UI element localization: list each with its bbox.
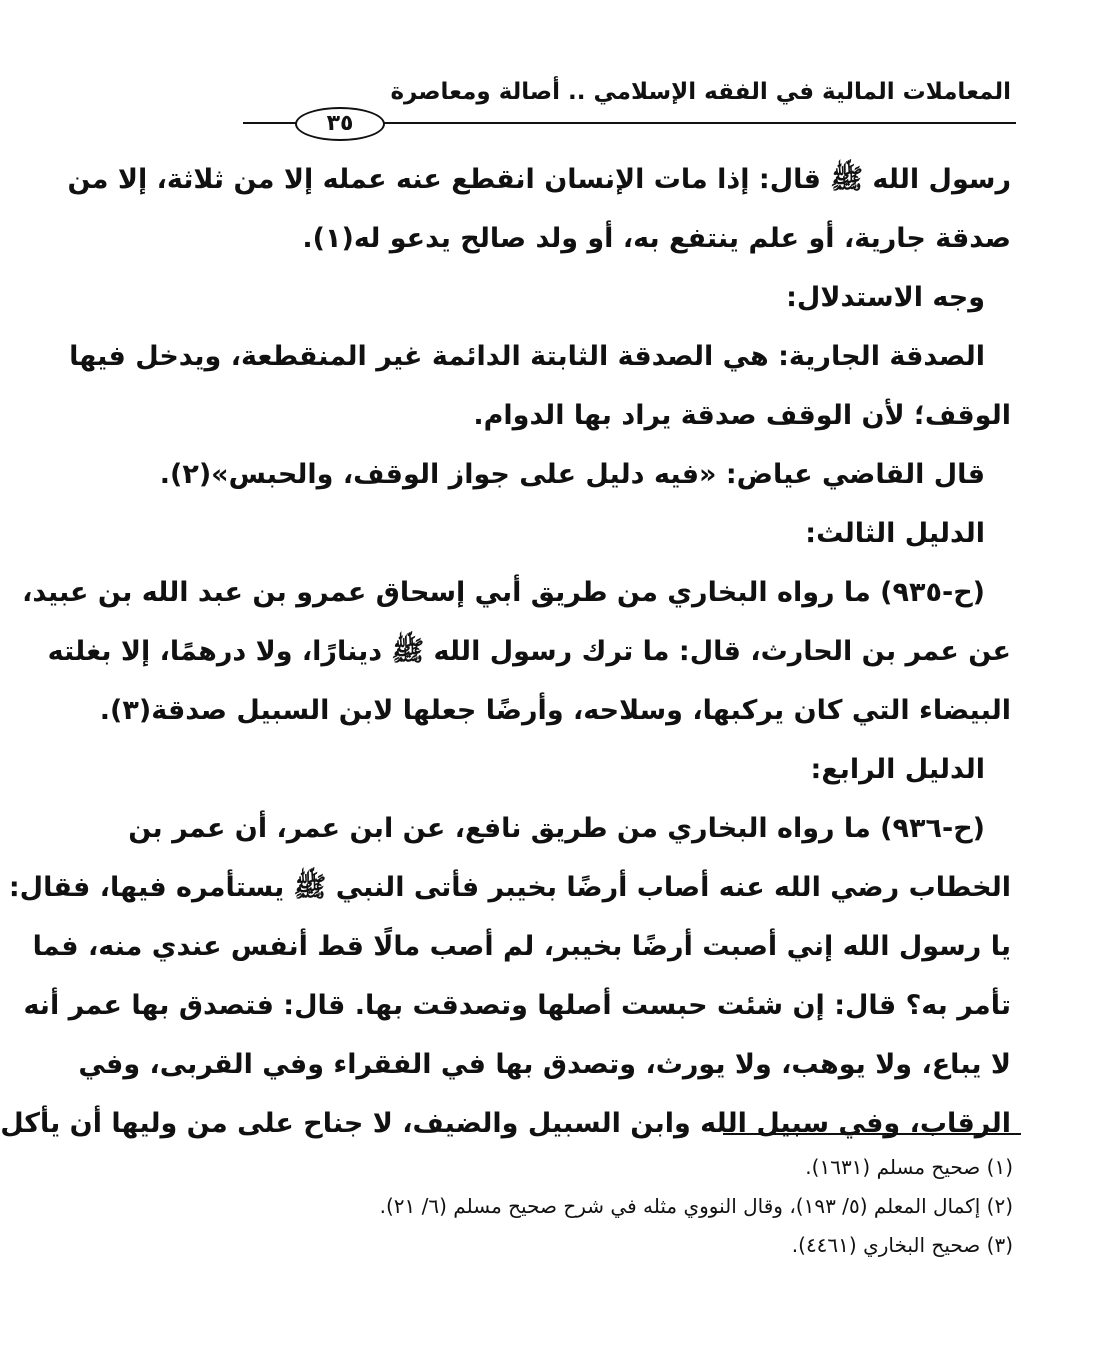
text-line: قال القاضي عياض: «فيه دليل على جواز الوقف، والحبس»(٢).: [159, 459, 985, 490]
text-line: البيضاء التي كان يركبها، وسلاحه، وأرضًا جعلها لابن السبيل صدقة(٣).: [99, 695, 1011, 726]
text-line: عن عمر بن الحارث، قال: ما ترك رسول الله ﷺ دينارًا، ولا درهمًا، إلا بغلته: [47, 636, 1011, 667]
main-text: [0, 150, 1011, 1153]
footnote-separator: [723, 1133, 1021, 1135]
text-line: الخطاب رضي الله عنه أصاب أرضًا بخيبر فأتى النبي ﷺ يستأمره فيها، فقال:: [8, 872, 1011, 903]
text-line: يا رسول الله إني أصبت أرضًا بخيبر، لم أصب مالًا قط أنفس عندي منه، فما: [32, 931, 1011, 962]
section-heading: وجه الاستدلال:: [786, 282, 985, 313]
text-line: الرقاب، وفي سبيل الله وابن السبيل والضيف، لا جناح على من وليها أن يأكل: [0, 1108, 1011, 1139]
page-number-badge: ٣٥: [295, 107, 385, 141]
text-line: تأمر به؟ قال: إن شئت حبست أصلها وتصدقت بها. قال: فتصدق بها عمر أنه: [23, 990, 1011, 1021]
footnote-2: (٢) إكمال المعلم (٥/ ١٩٣)، وقال النووي مثله في شرح صحيح مسلم (٦/ ٢١).: [379, 1194, 1013, 1218]
text-line: (ح-٩٣٥) ما رواه البخاري من طريق أبي إسحاق عمرو بن عبد الله بن عبيد،: [22, 577, 985, 608]
text-line: الصدقة الجارية: هي الصدقة الثابتة الدائمة غير المنقطعة، ويدخل فيها: [69, 341, 985, 372]
text-line: لا يباع، ولا يوهب، ولا يورث، وتصدق بها في الفقراء وفي القربى، وفي: [78, 1049, 1011, 1080]
section-heading: الدليل الثالث:: [805, 518, 985, 549]
text-line: صدقة جارية، أو علم ينتفع به، أو ولد صالح يدعو له(١).: [302, 223, 1011, 254]
text-line: الوقف؛ لأن الوقف صدقة يراد بها الدوام.: [473, 400, 1011, 431]
text-line: رسول الله ﷺ قال: إذا مات الإنسان انقطع عنه عمله إلا من ثلاثة، إلا من: [67, 164, 1011, 195]
footnote-3: (٣) صحيح البخاري (٤٤٦١).: [791, 1233, 1013, 1257]
running-header-title: المعاملات المالية في الفقه الإسلامي .. أصالة ومعاصرة: [390, 79, 1011, 105]
text-line: (ح-٩٣٦) ما رواه البخاري من طريق نافع، عن ابن عمر، أن عمر بن: [128, 813, 985, 844]
section-heading: الدليل الرابع:: [810, 754, 985, 785]
footnote-1: (١) صحيح مسلم (١٦٣١).: [805, 1155, 1013, 1179]
footnotes: [243, 1148, 1013, 1265]
